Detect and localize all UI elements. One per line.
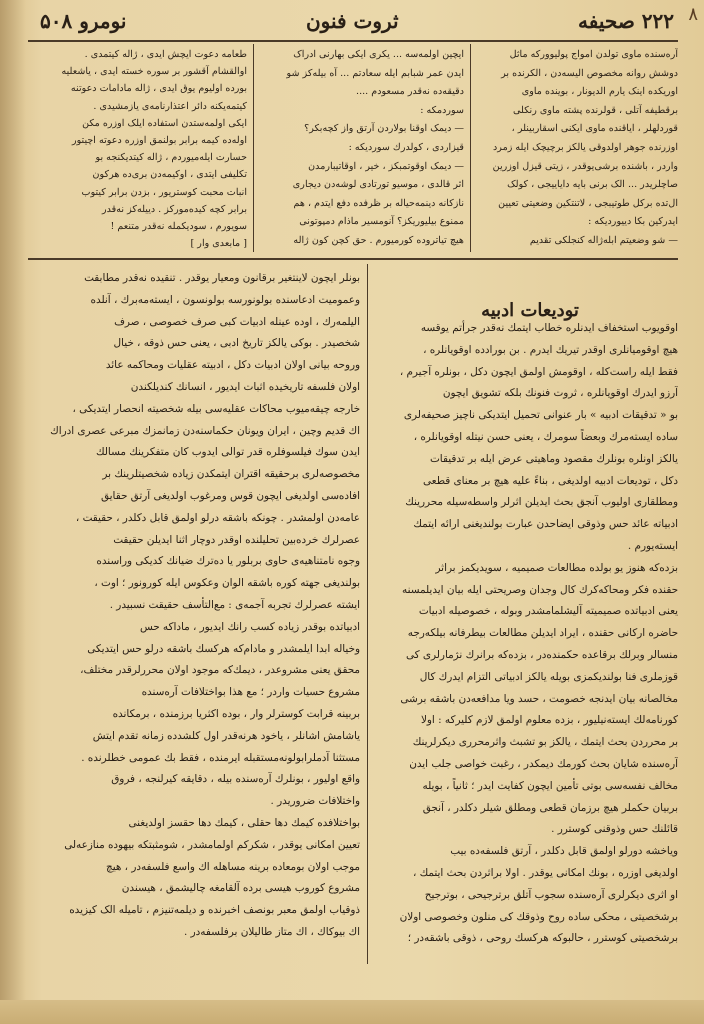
corner-handwritten-mark: ۸: [688, 4, 698, 25]
text-line: یعنی ادبیاتده صمیمیته آلیشلمامشدر وبوله ، خصوصیله ادبیات: [418, 605, 678, 618]
text-line: حاضره ارکانی حقنده ، ایراد ایدیلن مطالعات بیطرفانه بیلکه‌رجه: [407, 627, 678, 640]
text-line: کورنامه‌لك ایسته‌نیلیور ، بزده معلوم اولمق لازم کلیرکه : اولا: [420, 714, 678, 727]
main-column-left: [40, 268, 360, 958]
text-line: ومطلقاری اولیوب آنجق بحث ایدیلن اثرلر واسطه‌سیله محررینك: [405, 496, 678, 509]
text-line: مستثنا آدملرابولونه‌مستقبله ایرمنده ، فقط بك عمومی خطلرنده .: [81, 751, 360, 764]
text-line: ویاخشه دورلو اولمق قابل دکلدر ، آرتق فلسفه‌ده بیب: [450, 845, 678, 858]
text-line: وروحه بیانی اولان ادبیات دکل ، ادبیته عقلیات ومحاکمه عائد: [105, 359, 360, 372]
text-line: بربیان حکملر هیچ برزمان قطعی ومطلق شیلر دکلدر ، آنجق: [422, 801, 678, 814]
text-line: برابر کچه کیده‌مورکز . دییله‌کز نه‌قدر: [102, 203, 247, 215]
text-line: الیلمه‌رك ، اوده عینله ادبیات کبی صرف خصوصی ، صرف: [114, 315, 360, 328]
text-line: دقیقه‌ده نه‌قدر مسعودم ....: [356, 86, 464, 98]
top-column-middle: [262, 46, 464, 256]
text-line: مشروع کوروب هیسی برده آلقامغه چالیشمق ، هیسندن: [121, 882, 360, 895]
text-line: اوله‌ده کیمه برابر بولنمق اوزره دعوته اچیتور: [71, 135, 247, 147]
text-line: اثر قالدی ، موسیو تورتادی لوشه‌دن دیجاری: [292, 179, 464, 191]
text-line: ساده ایسته‌مرك وبعضاً سومرك ، یعنی حسن نیتله اوقویانلره ،: [413, 430, 678, 443]
issue-number: نومرو ۵۰۸: [40, 9, 127, 33]
text-line: فقط ایله راست‌کله ، اوقومش اولمق ایچون دکل ، بونلره آجیرم ،: [399, 365, 678, 378]
text-line: هیچ تیاتروده کورمیورم . حق کچن کون ژاله: [293, 234, 464, 246]
text-line: افاده‌سی اولدیغی ایچون قوس ومرغوب اولدیغی آرتق حقایق: [100, 489, 360, 502]
text-line: بو « تدقیقات ادبیه » بار عنوانی تحمیل ایتدیکی ناچیز صحیفه‌لری: [403, 409, 678, 422]
text-line: او اثری دیکرلری آره‌سنده سجوب آتلق برترجیحی ، بوترجیح: [424, 888, 678, 901]
header-rule: [28, 40, 678, 42]
text-line: اوزرنده جوهر اولدوقی یالکز برچیچک ایله زمرد: [493, 141, 678, 153]
text-line: ایدن سوك فیلسوفلره قدر توالی ایدوب کان متفکرینك مسالك: [95, 446, 360, 459]
text-line: اك بیوکاك ، اك متاز طالیلان برفلسفه‌در .: [184, 925, 360, 938]
text-line: مخالف نفسه‌سی بوتی تأمین ایچون کفایت ایدر ؛ ثانیاً ، بویله: [422, 779, 678, 792]
text-line: شخصیدر . بوکی یالکز تاریخ ادبی ، یعنی حس ذوقه ، خیال: [113, 337, 360, 350]
text-line: حسارت ایله‌میوردم ، ژاله کیتدیکنجه بو: [95, 152, 247, 164]
page-bottom-edge: [0, 1000, 704, 1024]
top-column-divider-left: [253, 44, 254, 252]
text-line: قوردلهلر ، ایاقنده ماوی ایکنی اسقاربینلر ،: [511, 123, 678, 135]
text-line: مشروع حسیات واردر ؛ مع هذا بواختلافات آره‌سنده: [141, 686, 360, 699]
text-line: منسالر وبرلك برقاعده حکمنده‌در ، بزده‌که برانرك نژمارلری کی: [405, 648, 678, 661]
text-line: ایدرکین بکا دییوردیکه :: [588, 216, 678, 228]
text-line: واردر ، باشنده برشی‌یوقدر ، زیتی قیزل اوزرین: [492, 160, 678, 172]
page-number: ۲۲۲ صحیفه: [578, 9, 674, 33]
text-line: ادبیاته عائد حس وذوقی ایضاحدن عبارت بولندیغنی ارائه ایتمك: [413, 518, 678, 531]
text-line: ایچین اولمه‌سه ... یکری ایکی بهارنی ادراک: [293, 49, 464, 60]
text-line: آره‌سنده ماوی تولدن امواج پولیوورکه ماثل: [509, 49, 678, 60]
text-line: — دیمک اوقنا بولاردن آرتق واز کچه‌بکر؟: [304, 123, 464, 135]
main-column-right: [378, 318, 678, 958]
text-line: سوردمکه :: [420, 104, 464, 116]
text-line: ذوقیاب اولمق معبر بونصف اخبرنده و دیلمه‌تنیزم ، تامیله الک کیزیده: [69, 904, 360, 917]
text-line: بزده‌که هنوز یو بولده مطالعات صمیمیه ، سویدیکمز براثر: [435, 561, 678, 574]
main-column-divider: [367, 264, 368, 964]
binding-shadow: [0, 0, 26, 1024]
text-line: بربینه قرابت کوسترلر وار ، بوده اکثریا برزمنده ، برمکانده: [112, 707, 360, 720]
text-line: عصرلرك خرده‌بین تحلیلنده اوقدر دوچار اثنا ایدیلن حقیقت: [113, 533, 360, 546]
journal-title: ثروت فنون: [305, 9, 399, 33]
text-line: واختلافات ضروریدر .: [270, 795, 360, 808]
text-line: مخالصانه بیان ایدنجه خصومت ، حسد ویا مدافعه‌دن باشقه برشی: [400, 692, 678, 705]
text-line: وخیاله ابدا ایلمشدر و مادام‌که هرکسك باشقه درلو حس ایتدیکی: [87, 642, 360, 655]
text-line: آرزو ایدرك اوقویانلره ، ثروت فنونك بلکه تشویق ایچون: [442, 387, 678, 400]
text-line: ال‌تده برکل طوتیبجی ، لاتنتکین وضعیتی تعیین: [498, 197, 678, 209]
text-line: بر محرردن بحث ایتمك ، یالکز بو تشبث واثرمحرری دیکرلرینك: [412, 736, 678, 749]
text-line: [ مابعدی وار ]: [190, 238, 247, 250]
text-line: بواختلافده کیمك دها حقلی ، کیمك دها حقسز اولدیغنی: [128, 816, 360, 829]
text-line: طعامه دعوت ایچش ایدی ، ژاله کیتمدی .: [84, 49, 247, 60]
section-rule: [28, 258, 678, 260]
text-line: مخصوصه‌لری برحقیقه اقتران ایتمکدن زیاده شخصیتلرینك بر: [102, 468, 360, 481]
text-line: ایدن عمر شبابم ایله سعادتم ... آه بیله‌کز شو: [286, 67, 464, 79]
text-line: عامه‌دن اولمشدر . چونکه باشقه درلو اولمق قابل دکلدر ، حقیقت ،: [75, 511, 360, 524]
text-line: ممنوع بیلیوریکز؟ آنومسیر ماذام دمپوتونی: [299, 216, 464, 228]
text-line: برشخصیتی کوسترر ، حالبوکه هرکسك روحی ، ذوقی باشقه‌در ؛: [407, 932, 678, 945]
page-header: [40, 6, 674, 36]
top-column-left: [36, 46, 247, 256]
text-line: اوالقشام آقشور بر سوره خسته ایدی ، یاشعلیه: [61, 66, 247, 78]
article-title: تودیعات ادبیه: [481, 300, 579, 321]
text-line: یاشامش اشانلر ، یاخود هرنه‌قدر اول کلشدده زمانه تقدم ایتش: [92, 729, 360, 742]
text-line: محقق یعنی مشروعدر ، دیمك‌که موجود اولان محررلرقدر مختلف،: [80, 664, 360, 677]
top-column-divider-right: [470, 44, 471, 252]
text-line: برشخصیتی ، محکی ساده روح وذوقك کی منلون وخصوصی اولان: [399, 910, 678, 923]
text-line: هیچ اوقومیانلری اوقدر تیریك ایدرم . بن بورادده اوقویانلره ،: [423, 343, 678, 356]
text-line: بونلر ایچون لاینتغیر برقانون ومعیار یوقدر . تنقیده نه‌قدر مطابقت: [84, 272, 360, 284]
text-line: ادبیاتده بوقدر زیاده کسب رانك ایدیور ، ماداکه حس: [139, 620, 360, 633]
text-line: وجوه نامتناهیه‌ی حاوی بربلور یا ده‌ترك ضیانك کدیکی وراسنده: [96, 555, 360, 568]
text-line: — دیمک اوقوتمبکز ، خیر ، اوقاتیبارمدن: [308, 160, 464, 172]
text-line: قوزملری فنا بولندیکمزی بویله یالکز ادبیاتی التزام ایدرك کال: [419, 670, 678, 683]
text-line: وعمومیت ادعاسنده بولونورسه بولونسون ، ایسته‌مه‌برك ، آنلده: [90, 293, 360, 306]
text-line: — شو وضعیتم ابله‌ژاله کنجلکی تقدیم: [529, 234, 678, 246]
text-line: تعیین امکانی یوقدر ، شکرکم اولمامشدر ، شومثبتکه بیهوده منازعه‌لی: [64, 838, 360, 851]
text-line: قائلنك حس وذوقنی کوسترر .: [551, 823, 678, 836]
text-line: تکلیفی ایتدی ، اوکیمه‌دن بری‌ده هرکون: [92, 169, 247, 181]
text-line: واقع اولیور ، بونلرك آره‌سنده بیله ، دقایقه کیرلنجه ، فروق: [111, 773, 360, 786]
text-line: برقطیفه آتلی ، قولرنده پشته ماوی رنکلی: [513, 104, 678, 116]
top-column-right: [478, 46, 678, 256]
text-line: نازکانه دینمه‌حیاله بر ظرفده دفع ایتدم ، هم: [293, 197, 464, 209]
text-line: یالکز اونلره بونلرك مقصود وماهیتی عرض ایله بر تدقیقات: [430, 452, 678, 465]
text-line: بورده اولیوم یوق ایدی ، ژاله مادامات دعوتنه: [70, 83, 247, 95]
text-line: حقنده فکر ومحاکه‌کرك کال وجدان وصریحتی ایله بیان ایدیلمسنه: [402, 583, 678, 596]
text-line: ایسته‌یورم .: [627, 539, 678, 552]
text-line: ایکی اولمه‌ستدن استفاده ایلک اوزره مکن: [82, 117, 247, 129]
text-line: کیتمه‌یکنه دائر اعتذارنامه‌ی یازمشیدی .: [93, 100, 247, 112]
text-line: اوقویوب استخفاف ایدنلره خطاب ایتمك نه‌قدر جرأتم یوقسه: [420, 322, 678, 334]
text-line: اك قدیم وچین ، ایران ویونان حکماسنه‌دن زمانمزك مبرعی عصری ادراك: [50, 424, 360, 437]
text-line: اولان فلسفه تاریخیده اثبات ایدیور ، انسانك کندیلکندن: [130, 380, 360, 393]
text-line: خارجه چیقه‌میوب محاکات عقلیه‌سی بیله شخصیته انحصار ایتدیکی ،: [72, 402, 360, 415]
text-line: موجب اولان بومعاده برینه مساهله اك واسع فلسفه‌در ، هیچ: [106, 860, 360, 873]
text-line: سویورم ، سودیکمله نه‌قدر متنعم !: [110, 221, 247, 233]
text-line: دوشش روانه مخصوص الیسه‌دن ، الکرنده بر: [501, 67, 678, 79]
text-line: آره‌سنده شایان بحث کورمك دیمکدر ، رغبت خواصی جلب ایدن: [409, 757, 678, 770]
text-line: صاچلریدر ... الک برنی بایه دایاییجی ، کولک: [507, 179, 678, 191]
text-line: ایشته عصرلرك تجربه آجمه‌ی : مع‌التأسف حقیقت نسبیدر .: [109, 598, 360, 611]
text-line: اوریکده اینک یارم الدیونار ، بوینده ماوی: [521, 86, 678, 98]
text-line: دکل ، تودیعات ادبیه اولدیغی ، بناءً علیه هیچ بر معنای قطعی: [423, 474, 678, 487]
text-line: اولدیغی اوزره ، بونك امکانی یوقدر . اولا براثردن بحث ایتمك ،: [412, 866, 678, 879]
text-line: انبات محبت کوستریور ، بزدن برابر کیتوب: [81, 186, 247, 198]
text-line: بولندیغی جهته کوره باشقه الوان وعکوس ایله کورونور ؛ اوت ،: [94, 577, 360, 590]
text-line: قیزاردی ، کولدرك سوردیکه :: [348, 141, 464, 153]
